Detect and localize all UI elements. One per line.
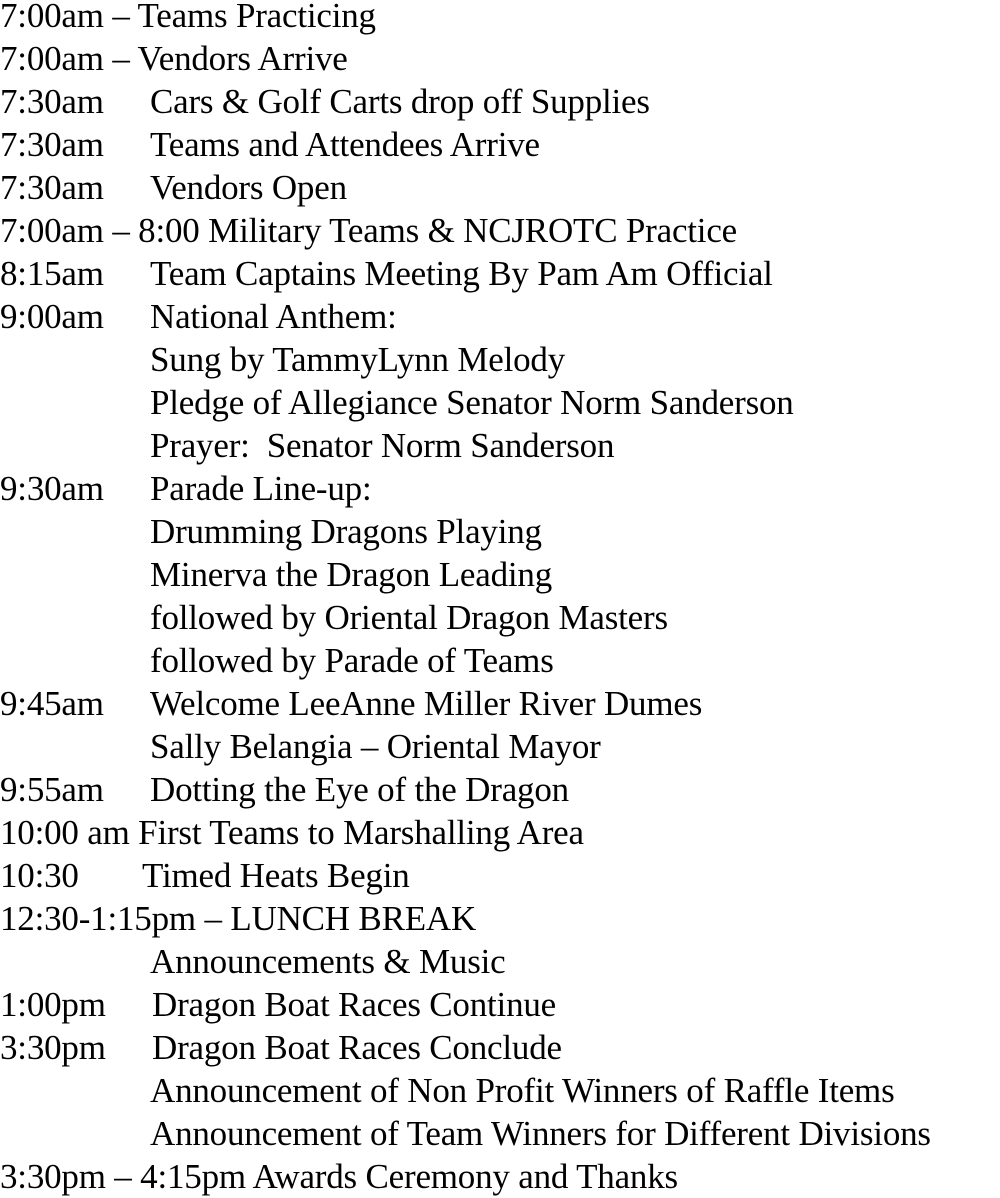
schedule-description: Sally Belangia – Oriental Mayor [150,727,601,766]
schedule-description: Vendors Open [150,168,347,207]
schedule-description: Dragon Boat Races Conclude [152,1028,562,1067]
schedule-line-text: 10:00 am First Teams to Marshalling Area [0,813,584,852]
schedule-line [0,0,376,37]
schedule-line [0,1026,562,1069]
schedule-description: Teams and Attendees Arrive [150,125,540,164]
schedule-description: Welcome LeeAnne Miller River Dumes [150,684,703,723]
schedule-description: Dragon Boat Races Continue [152,985,557,1024]
schedule-line [0,639,554,682]
schedule-description: Parade Line-up: [150,469,372,508]
schedule-line [0,596,668,639]
schedule-line [0,510,542,553]
schedule-description: Announcement of Team Winners for Different Divisions [150,1114,931,1153]
schedule-line [0,37,348,80]
schedule-line [0,1069,895,1112]
schedule-line [0,725,601,768]
schedule-time: 7:30am [0,168,104,207]
schedule-line [0,940,505,983]
schedule-line [0,209,737,252]
schedule-line [0,768,569,811]
schedule-line [0,166,347,209]
schedule-line [0,854,410,897]
schedule-description: followed by Parade of Teams [150,641,554,680]
schedule-line-text: 3:30pm – 4:15pm Awards Ceremony and Thanks [0,1157,678,1196]
schedule-description: National Anthem: [150,297,397,336]
schedule-line [0,295,397,338]
schedule-time: 1:00pm [0,985,106,1024]
schedule-line [0,467,372,510]
schedule-line [0,682,702,725]
schedule-description: followed by Oriental Dragon Masters [150,598,668,637]
schedule-line-text: 7:00am – Vendors Arrive [0,39,348,78]
schedule-line-text: 12:30-1:15pm – LUNCH BREAK [0,899,477,938]
schedule-description: Timed Heats Begin [142,856,410,895]
schedule-time: 9:00am [0,297,104,336]
schedule-line [0,811,584,854]
schedule-line [0,897,476,940]
schedule-time: 7:30am [0,82,104,121]
schedule-description: Pledge of Allegiance Senator Norm Sanderson [150,383,794,422]
schedule-description: Cars & Golf Carts drop off Supplies [150,82,650,121]
schedule-line [0,80,650,123]
schedule-line [0,553,552,596]
schedule-time: 9:45am [0,684,104,723]
schedule-line [0,338,565,381]
schedule-line-text: 7:00am – 8:00 Military Teams & NCJROTC Practice [0,211,737,250]
schedule-line [0,1112,931,1155]
schedule-line [0,983,556,1026]
schedule-description: Drumming Dragons Playing [150,512,542,551]
schedule-time: 9:30am [0,469,104,508]
schedule-line [0,1155,678,1198]
schedule-line [0,252,773,295]
schedule-time: 7:30am [0,125,104,164]
schedule-description: Announcements & Music [150,942,506,981]
schedule-time: 9:55am [0,770,104,809]
schedule-description: Team Captains Meeting By Pam Am Official [150,254,773,293]
schedule-line [0,424,614,467]
schedule-description: Dotting the Eye of the Dragon [150,770,569,809]
schedule-time: 10:30 [0,856,79,895]
schedule-description: Sung by TammyLynn Melody [150,340,566,379]
schedule-description: Announcement of Non Profit Winners of Raffle Items [150,1071,895,1110]
schedule-line-text: 7:00am – Teams Practicing [0,0,376,35]
schedule-time: 3:30pm [0,1028,106,1067]
schedule-description: Prayer: Senator Norm Sanderson [150,426,615,465]
schedule-description: Minerva the Dragon Leading [150,555,553,594]
schedule-time: 8:15am [0,254,104,293]
schedule-line [0,123,540,166]
schedule-line [0,381,794,424]
